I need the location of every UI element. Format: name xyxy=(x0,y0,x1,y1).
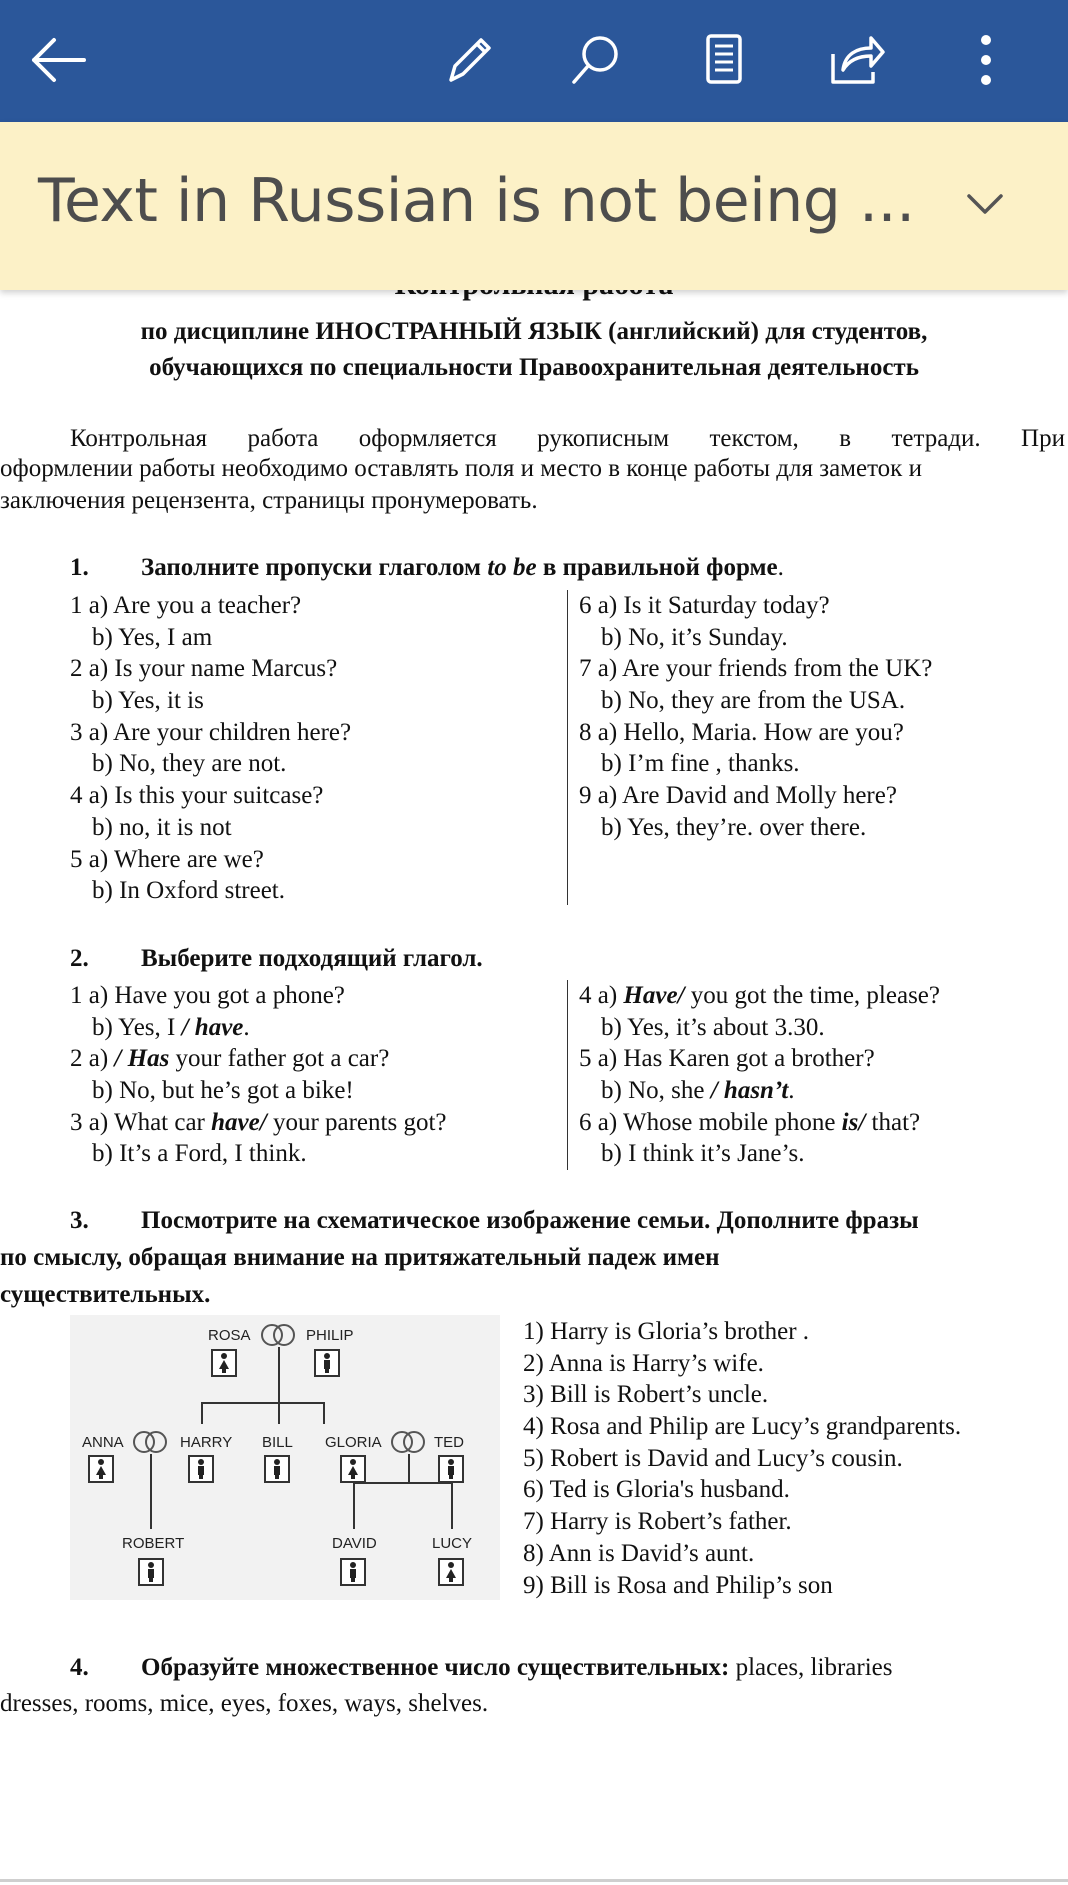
list-item: b) No, she / hasn’t. xyxy=(601,1077,795,1105)
more-options-button[interactable] xyxy=(946,20,1026,100)
list-item: b) Yes, I / have. xyxy=(92,1013,250,1041)
family-tree-diagram xyxy=(70,1315,500,1600)
tree-label-bill: BILL xyxy=(262,1434,293,1451)
search-button[interactable] xyxy=(556,20,636,100)
tree-label-harry: HARRY xyxy=(180,1434,233,1451)
share-icon xyxy=(823,30,887,90)
list-item: 3) Bill is Robert’s uncle. xyxy=(523,1381,769,1409)
back-button[interactable] xyxy=(18,20,98,100)
tree-label-lucy: LUCY xyxy=(432,1535,473,1552)
section-1-heading-to-be: to be xyxy=(487,554,537,581)
section-3-heading-2: по смыслу, обращая внимание на притяжательный падеж имен xyxy=(0,1244,720,1271)
tree-label-david: DAVID xyxy=(332,1535,377,1552)
list-item: 5 a) Where are we? xyxy=(70,845,264,873)
intro-line-1: Контрольная работа оформляется рукописным текстом, в тетради. При xyxy=(70,425,1065,452)
list-item: 6 a) Whose mobile phone is/ that? xyxy=(579,1108,921,1136)
list-item: 3 a) What car have/ your parents got? xyxy=(70,1108,447,1136)
search-icon xyxy=(566,30,626,90)
person-philip-icon xyxy=(314,1349,340,1377)
person-robert-icon xyxy=(138,1558,164,1586)
section-1-heading-b: в правильной форме xyxy=(536,554,778,581)
list-item: b) I’m fine , thanks. xyxy=(601,750,800,778)
list-item: 2 a) Is your name Marcus? xyxy=(70,655,338,683)
person-harry-icon xyxy=(188,1455,214,1483)
section-1-right-list xyxy=(579,590,932,844)
bottom-divider xyxy=(0,1879,1068,1882)
person-david-icon xyxy=(340,1558,366,1586)
section-1-heading-dot: . xyxy=(777,554,784,581)
list-item: 6 a) Is it Saturday today? xyxy=(579,592,830,619)
list-item: b) no, it is not xyxy=(92,813,232,841)
list-item: 9) Bill is Rosa and Philip’s son xyxy=(523,1571,833,1599)
section-2-divider xyxy=(567,980,568,1170)
list-item: b) No, they are not. xyxy=(92,750,287,778)
reading-mode-button[interactable] xyxy=(684,20,764,100)
list-item: 8) Ann is David’s aunt. xyxy=(523,1539,755,1567)
wedding-rings-icon xyxy=(390,1430,426,1454)
edit-button[interactable] xyxy=(427,20,507,100)
list-item: 4) Rosa and Philip are Lucy’s grandparents. xyxy=(523,1413,962,1441)
person-ted-icon xyxy=(438,1455,464,1483)
list-item: 7 a) Are your friends from the UK? xyxy=(579,655,933,683)
reading-mode-icon xyxy=(694,30,754,90)
section-1-left-list xyxy=(70,590,351,907)
app-toolbar xyxy=(0,0,1068,122)
list-item: b) No, but he’s got a bike! xyxy=(92,1077,354,1105)
tree-label-gloria: GLORIA xyxy=(325,1434,382,1451)
section-3-items xyxy=(523,1316,961,1601)
list-item: 9 a) Are David and Molly here? xyxy=(579,782,897,810)
list-item: 6) Ted is Gloria's husband. xyxy=(523,1476,790,1504)
banner-message: Text in Russian is not being ... xyxy=(38,166,915,236)
section-1-heading-a: Заполните пропуски глаголом xyxy=(141,554,488,581)
share-button[interactable] xyxy=(815,20,895,100)
tree-label-rosa: ROSA xyxy=(208,1327,251,1344)
list-item: 3 a) Are your children here? xyxy=(70,718,352,746)
back-arrow-icon xyxy=(26,36,90,84)
section-4-heading: Образуйте множественное число существительных: places, libraries xyxy=(141,1654,893,1681)
list-item: b) Yes, it’s about 3.30. xyxy=(601,1013,825,1041)
section-2-right-list xyxy=(579,980,940,1170)
list-item: 4 a) Have/ you got the time, please? xyxy=(579,982,940,1009)
intro-line-3: заключения рецензента, страницы пронумеровать. xyxy=(0,487,538,514)
tree-label-robert: ROBERT xyxy=(122,1535,185,1552)
tree-label-philip: PHILIP xyxy=(306,1327,354,1344)
doc-subtitle-2: обучающихся по специальности Правоохранительная деятельность xyxy=(149,354,919,381)
translation-banner[interactable] xyxy=(0,122,1068,290)
banner-expand-button[interactable] xyxy=(955,180,1015,230)
tree-label-anna: ANNA xyxy=(82,1434,124,1451)
list-item: 2) Anna is Harry’s wife. xyxy=(523,1349,764,1377)
pencil-icon xyxy=(437,30,497,90)
section-1-heading xyxy=(141,553,784,583)
list-item: b) It’s a Ford, I think. xyxy=(92,1140,307,1168)
list-item: 7) Harry is Robert’s father. xyxy=(523,1508,792,1536)
wedding-rings-icon xyxy=(132,1430,168,1454)
doc-subtitle-1: по дисциплине ИНОСТРАННЫЙ ЯЗЫК (английский) для студентов, xyxy=(140,318,928,345)
section-2-left-list xyxy=(70,980,447,1170)
wedding-rings-icon xyxy=(260,1323,296,1347)
list-item: 1 a) Are you a teacher? xyxy=(70,592,302,619)
section-3-number: 3. xyxy=(70,1207,89,1234)
list-item: 8 a) Hello, Maria. How are you? xyxy=(579,718,904,746)
list-item: b) No, it’s Sunday. xyxy=(601,623,788,651)
tree-label-ted: TED xyxy=(434,1434,464,1451)
section-3-heading-3: существительных. xyxy=(0,1281,211,1308)
list-item: b) I think it’s Jane’s. xyxy=(601,1140,805,1168)
list-item: b) Yes, it is xyxy=(92,687,204,715)
section-4-number: 4. xyxy=(70,1654,89,1681)
section-2-heading: Выберите подходящий глагол. xyxy=(141,945,483,972)
list-item: 5 a) Has Karen got a brother? xyxy=(579,1045,875,1073)
person-bill-icon xyxy=(264,1455,290,1483)
person-anna-icon xyxy=(88,1455,114,1483)
person-gloria-icon xyxy=(340,1455,366,1483)
chevron-down-icon xyxy=(955,180,1015,230)
list-item: 4 a) Is this your suitcase? xyxy=(70,782,324,810)
list-item: b) Yes, I am xyxy=(92,623,213,651)
person-lucy-icon xyxy=(438,1558,464,1586)
list-item: b) In Oxford street. xyxy=(92,877,285,905)
section-1-number: 1. xyxy=(70,554,89,581)
list-item: 5) Robert is David and Lucy’s cousin. xyxy=(523,1444,903,1472)
more-options-icon xyxy=(971,30,1001,90)
list-item: 2 a) / Has your father got a car? xyxy=(70,1045,390,1073)
list-item: 1 a) Have you got a phone? xyxy=(70,982,345,1009)
section-1-divider xyxy=(567,590,568,905)
section-3-heading-1: Посмотрите на схематическое изображение семьи. Дополните фразы xyxy=(141,1207,919,1234)
list-item: b) No, they are from the USA. xyxy=(601,687,906,715)
intro-line-2: оформлении работы необходимо оставлять поля и место в конце работы для заметок и xyxy=(0,455,922,482)
list-item: b) Yes, they’re. over there. xyxy=(601,813,867,841)
section-4-words: dresses, rooms, mice, eyes, foxes, ways, shelves. xyxy=(0,1690,489,1717)
list-item: 1) Harry is Gloria’s brother . xyxy=(523,1318,810,1345)
person-rosa-icon xyxy=(211,1349,237,1377)
section-2-number: 2. xyxy=(70,945,89,972)
